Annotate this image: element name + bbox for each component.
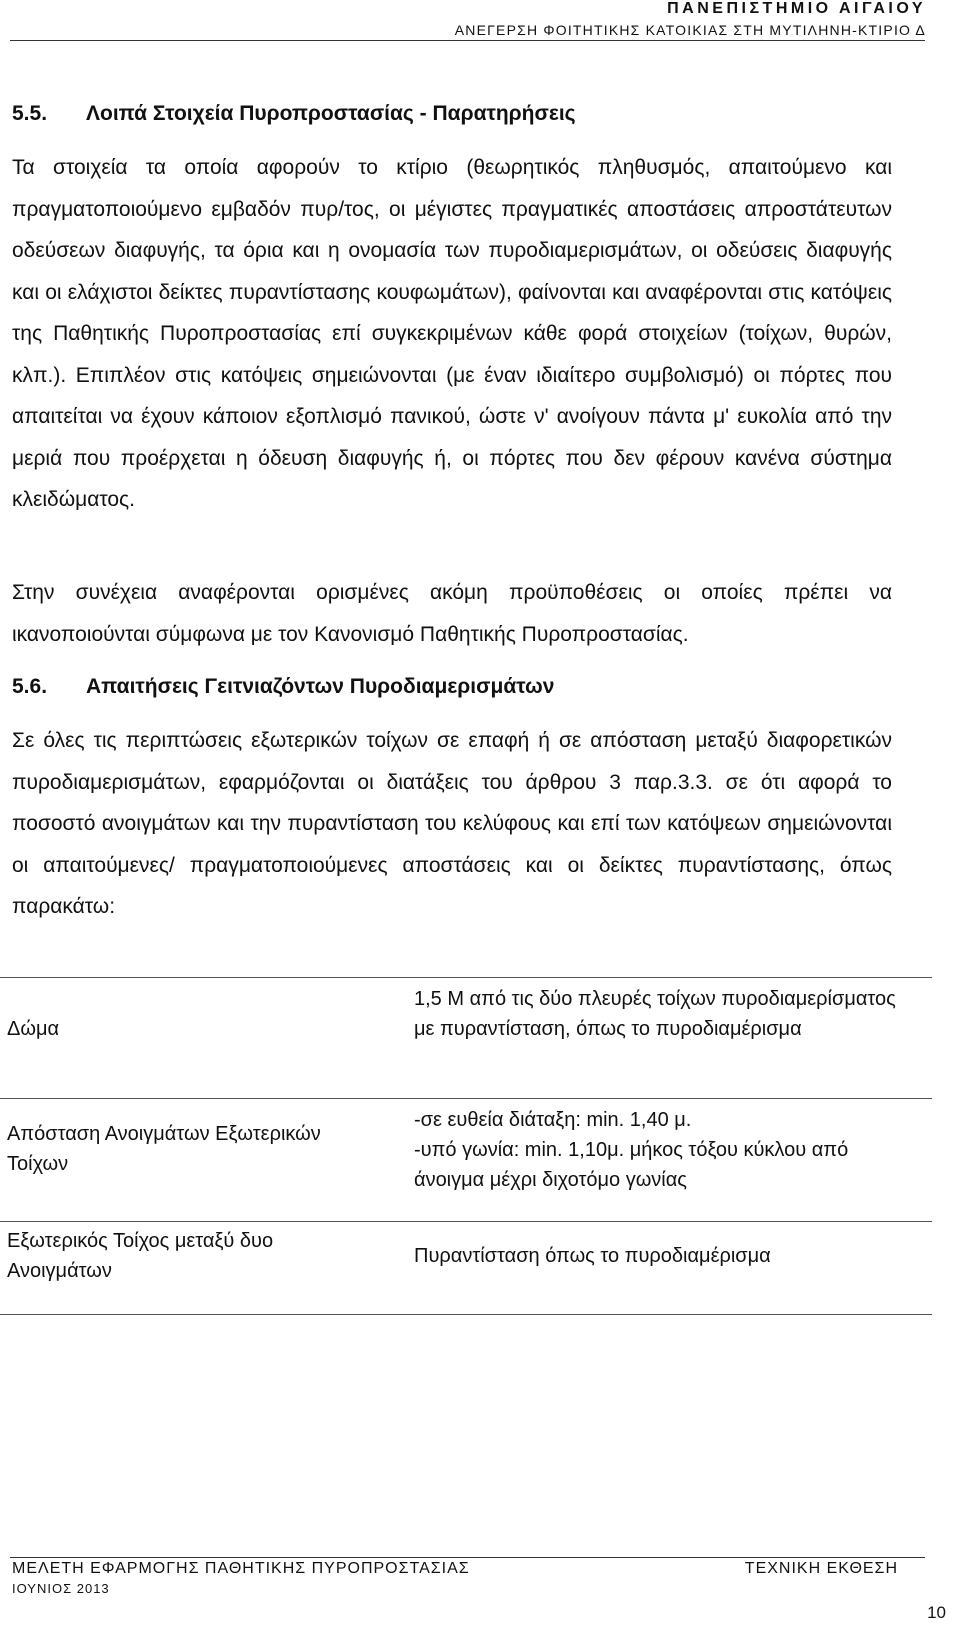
- table-row: [0, 977, 932, 1099]
- section-5-6-paragraph-1: Σε όλες τις περιπτώσεις εξωτερικών τοίχων σε επαφή ή σε απόσταση μεταξύ διαφορετικών πυροδιαμερισμάτων, εφαρμόζονται οι διατάξεις του άρθρου 3 παρ.3.3. σε ότι αφορά το ποσοστό ανοιγμάτων και την πυραντίσταση του κελύφους και επί των κατόψεων σημειώνονται οι απαιτούμενες/ πραγματοποιούμενες αποστάσεις και οι δείκτες πυραντίστασης, όπως παρακάτω:: [12, 729, 892, 918]
- table-value-cell: [414, 1105, 914, 1195]
- table-bottom-border: [0, 1314, 932, 1315]
- table-value-line: -σε ευθεία διάταξη: min. 1,40 μ.: [414, 1109, 692, 1131]
- section-5-6-heading: [12, 674, 554, 700]
- section-5-5-paragraph-1: Τα στοιχεία τα οποία αφορούν το κτίριο (θεωρητικός πληθυσμός, απαιτούμενο και πραγματοποιούμενο εμβαδόν πυρ/τος, οι μέγιστες πραγματικές αποστάσεις απροστάτευτων οδεύσεων διαφυγής, τα όρια και η ονομασία των πυροδιαμερισμάτων, οι οδεύσεις διαφυγής και οι ελάχιστοι δείκτες πυραντίστασης κουφωμάτων), φαίνονται και αναφέρονται στις κατόψεις της Παθητικής Πυροπροστασίας επί συγκεκριμένων κάθε φορά στοιχείων (τοίχων, θυρών, κλπ.). Επιπλέον στις κατόψεις σημειώνονται (με έναν ιδιαίτερο συμβολισμό) οι πόρτες που απαιτείται να έχουν κάποιον εξοπλισμό πανικού, ώστε ν' ανοίγουν πάντα μ' ευκολία από την μεριά που προέρχεται η όδευση διαφυγής ή, οι πόρτες που δεν φέρουν κανένα σύστημα κλειδώματος.: [12, 156, 892, 511]
- table-label-cell: Απόσταση Ανοιγμάτων Εξωτερικών Τοίχων: [7, 1123, 321, 1175]
- header-title: ΠΑΝΕΠΙΣΤΗΜΙΟ ΑΙΓΑΙΟΥ: [667, 0, 926, 17]
- page-number: 10: [927, 1603, 946, 1622]
- table-value-cell: Πυραντίσταση όπως το πυροδιαμέρισμα: [414, 1245, 771, 1267]
- section-number: 5.5.: [12, 102, 48, 125]
- table-row: [0, 1098, 932, 1222]
- header-subtitle: ΑΝΕΓΕΡΣΗ ΦΟΙΤΗΤΙΚΗΣ ΚΑΤΟΙΚΙΑΣ ΣΤΗ ΜΥΤΙΛΗΝΗ-ΚΤΙΡΙΟ Δ: [454, 22, 926, 38]
- header-divider: [10, 40, 925, 41]
- table-label-cell: Δώμα: [7, 1018, 60, 1040]
- section-5-5-paragraph-2: Στην συνέχεια αναφέρονται ορισμένες ακόμη προϋποθέσεις οι οποίες πρέπει να ικανοποιούνται σύμφωνα με τον Κανονισμό Παθητικής Πυροπροστασίας.: [12, 581, 892, 646]
- table-label-cell: Εξωτερικός Τοίχος μεταξύ δυο Ανοιγμάτων: [7, 1230, 274, 1282]
- table-row: [0, 1221, 932, 1315]
- footer-study-title: ΜΕΛΕΤΗ ΕΦΑΡΜΟΓΗΣ ΠΑΘΗΤΙΚΗΣ ΠΥΡΟΠΡΟΣΤΑΣΙΑΣ: [12, 1560, 470, 1577]
- footer-divider: [10, 1557, 925, 1558]
- section-title: Λοιπά Στοιχεία Πυροπροστασίας - Παρατηρήσεις: [86, 102, 576, 125]
- section-number: 5.6.: [12, 675, 48, 698]
- footer-report-type: ΤΕΧΝΙΚΗ ΕΚΘΕΣΗ: [744, 1560, 898, 1577]
- section-5-5-heading: [12, 101, 576, 127]
- footer-date: ΙΟΥΝΙΟΣ 2013: [12, 1581, 110, 1596]
- table-value-line: -υπό γωνία: min. 1,10μ. μήκος τόξου κύκλου από άνοιγμα μέχρι διχοτόμο γωνίας: [414, 1139, 849, 1191]
- section-title: Απαιτήσεις Γειτνιαζόντων Πυροδιαμερισμάτων: [86, 675, 555, 698]
- table-value-cell: 1,5 Μ από τις δύο πλευρές τοίχων πυροδιαμερίσματος με πυραντίσταση, όπως το πυροδιαμέρισμα: [414, 988, 896, 1040]
